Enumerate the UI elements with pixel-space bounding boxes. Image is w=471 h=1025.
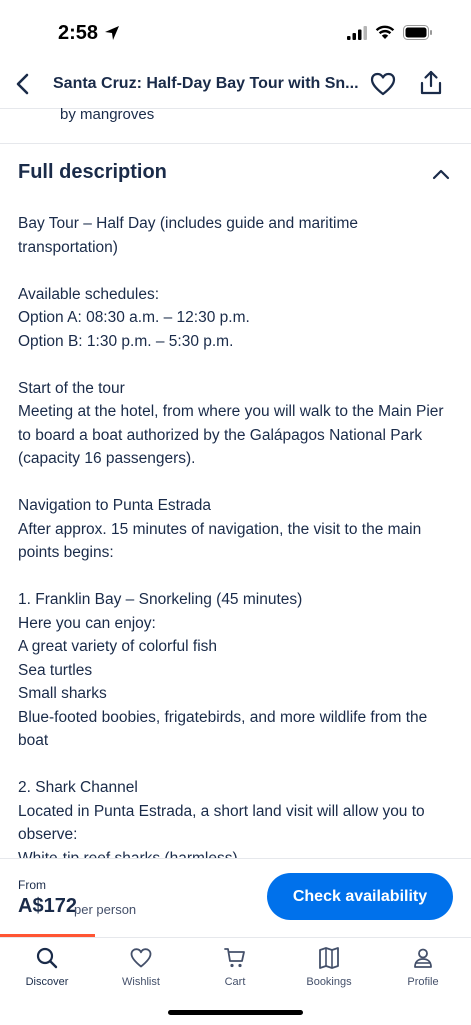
tab-label: Profile [407,976,439,988]
description-line: Small sharks [18,685,107,702]
description-line: Start of the tour [18,379,125,397]
booking-bar [0,858,471,935]
status-icons [347,25,433,40]
description-body [18,212,458,870]
description-spacer [18,753,458,777]
tab-label: Wishlist [122,976,160,988]
section-divider [0,143,471,144]
tab-wishlist[interactable] [94,946,188,988]
back-arrow-icon[interactable] [12,70,36,98]
bookmark-map-icon [317,946,341,970]
chevron-up-icon[interactable] [430,165,452,183]
wishlist-heart-icon[interactable] [369,70,397,98]
status-time: 2:58 [58,22,99,44]
description-line: Bay Tour – Half Day (includes guide and maritime transportation) [18,215,359,256]
full-description-title: Full description [18,161,167,183]
tab-discover[interactable] [0,946,94,988]
tab-label: Discover [25,976,69,988]
tab-label: Bookings [306,976,352,988]
description-line: Navigation to Punta Estrada [18,497,212,514]
description-spacer [18,471,458,495]
location-arrow-icon [104,25,120,41]
tab-bookings[interactable] [282,946,376,988]
status-bar [0,0,471,62]
description-spacer [18,565,458,589]
from-label: From [18,878,46,892]
wifi-icon [375,25,395,40]
description-line: 2. Shark Channel [18,779,138,796]
home-indicator [168,1010,303,1015]
description-line: Sea turtles [18,661,93,679]
battery-icon [403,25,433,40]
cart-icon [223,946,247,970]
description-line: Here you can enjoy: [18,614,156,632]
content-area[interactable] [0,108,471,876]
tab-profile[interactable] [376,946,470,988]
description-line: 1. Franklin Bay – Snorkeling (45 minutes) [18,591,303,608]
per-person-label: per person [74,902,137,917]
search-icon [35,946,59,970]
tab-cart[interactable] [188,946,282,988]
description-line: A great variety of colorful fish [18,638,218,655]
check-availability-button[interactable]: Check availability [267,873,453,920]
cellular-signal-icon [347,26,367,40]
heart-icon [129,946,153,970]
description-line: Located in Punta Estrada, a short land visit will allow you to observe: [18,802,425,843]
description-spacer [18,259,458,283]
price: A$172 [18,895,77,917]
top-nav-header [0,62,471,109]
page-title: Santa Cruz: Half-Day Bay Tour with Sn... [53,75,359,92]
profile-icon [411,946,435,970]
share-icon[interactable] [418,69,444,97]
description-line: Blue-footed boobies, frigatebirds, and more wildlife from the boat [18,708,428,749]
description-line: Option B: 1:30 p.m. – 5:30 p.m. [18,332,234,350]
previous-section-text: by mangroves [60,108,155,123]
description-line: Meeting at the hotel, from where you will walk to the Main Pier to board a boat authorized by the Galápagos National Park (capacity 16 passengers). [18,403,444,467]
description-line: After approx. 15 minutes of navigation, the visit to the main points begins: [18,520,422,561]
description-spacer [18,353,458,377]
description-line: Available schedules: [18,285,160,303]
tab-label: Cart [224,976,246,988]
description-line: Option A: 08:30 a.m. – 12:30 p.m. [18,309,250,326]
